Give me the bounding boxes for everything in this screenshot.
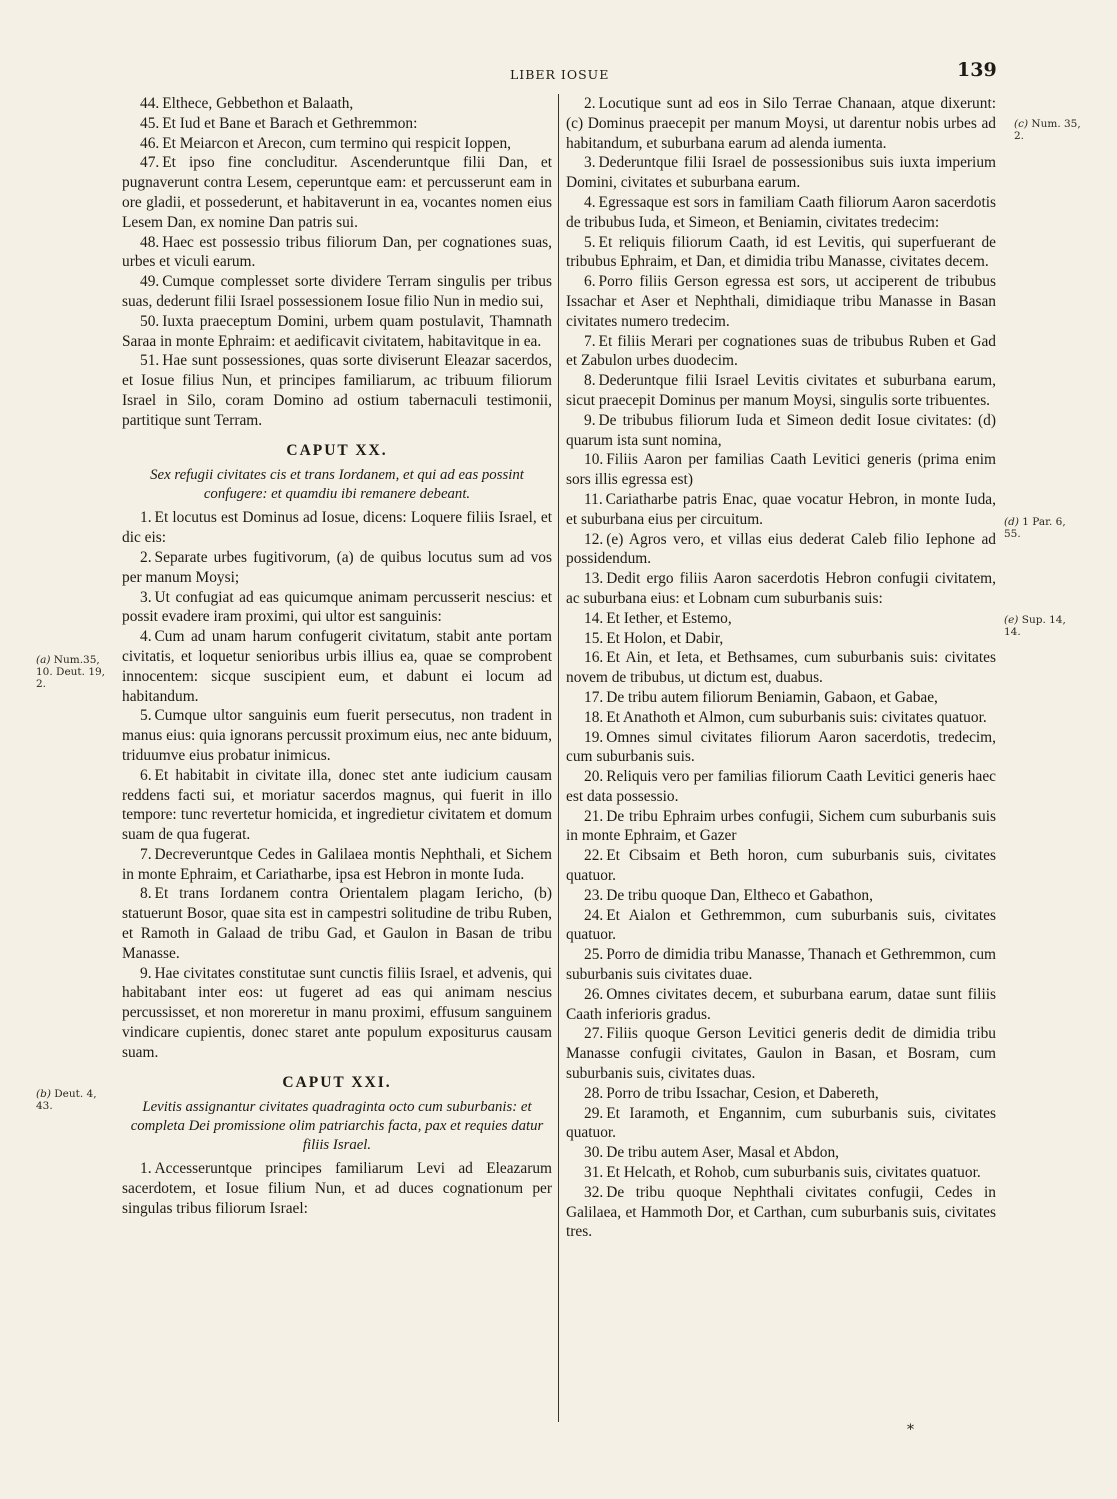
verse-text: Porro de dimidia tribu Manasse, Thanach et Gethremmon, cum suburbanis suis civitates duae. [566, 946, 996, 984]
verse-text: Et Iether, et Estemo, [606, 609, 732, 627]
verse [122, 627, 552, 706]
verse-text: Et trans Iordanem contra Orientalem plagam Iericho, (b) statuerunt Bosor, quae sita est in campestri solitudine de tribu Ruben, et Ramoth in Galaad de tribu Gad, et Gaulon in Basan de tribu Manasse. [122, 885, 552, 962]
verse-text: Et locutus est Dominus ad Iosue, dicens: Loquere filiis Israel, et dic eis: [122, 509, 552, 547]
verse-number: 27. [584, 1025, 604, 1043]
verse-text: Filiis Aaron per familias Caath Levitici generis (prima enim sors illis egressa est) [566, 451, 996, 489]
verse-text: Elthece, Gebbethon et Balaath, [162, 95, 354, 112]
verse [122, 272, 552, 312]
verse-number: 44. [140, 95, 160, 112]
verse-text: De tribu quoque Nephthali civitates confugii, Cedes in Galilaea, et Hammoth Dor, et Carthan, cum suburbanis suis, civitates tres. [566, 1183, 996, 1241]
verse-number: 25. [584, 946, 604, 964]
verse-text: Hae civitates constitutae sunt cunctis filiis Israel, et advenis, qui habitabant inter eos: ut fugeret ad eas qui animam nescius percussisset, et non moreretur in manu proximi, effusum sanguinem vindicare cupientis, donec staret ante populum expositurus causam suam. [122, 964, 552, 1061]
chapter-xxi-heading: CAPUT XXI. [282, 1073, 392, 1091]
verse-text: Cariatharbe patris Enac, quae vocatur Hebron, in monte Iuda, et suburbana eius per circuitum. [566, 490, 996, 528]
verse-text: Et reliquis filiorum Caath, id est Levitis, qui superfuerant de tribubus Ephraim, et Dan, et dimidia tribu Manasse, civitates decem. [566, 233, 996, 271]
verse-text: Et Holon, et Dabir, [606, 629, 724, 647]
margin-note-d: (d) 1 Par. 6, 55. [1004, 516, 1066, 540]
verse [566, 906, 996, 946]
verse [122, 134, 552, 154]
verse-number: 49. [140, 273, 160, 291]
verse [566, 609, 996, 629]
verse-text: Reliquis vero per familias filiorum Caath Levitici generis haec est data possessio. [566, 768, 996, 805]
column-divider [558, 94, 559, 1422]
verse-number: 11. [584, 490, 603, 508]
verse-text: Et habitabit in civitate illa, donec stet ante iudicium causam reddens facti sui, et moriatur sacerdos magnus, qui fuerit in illo tempore: tunc revertetur homicida, et ingredietur civitatem et domum suam de qua fugerat. [122, 766, 552, 844]
margin-note-c: (c) Num. 35, 2. [1014, 118, 1081, 142]
verse-text: Decreveruntque Cedes in Galilaea montis Nephthali, et Sichem in monte Ephraim, et Cariatharbe, ipsa est Hebron in monte Iuda. [122, 845, 552, 883]
verse-text: Dederuntque filii Israel Levitis civitates et suburbana earum, sicut praecepit Dominus per manum Moysi, singulis sorte tribuentes. [566, 372, 996, 409]
verse-text: De tribu autem Aser, Masal et Abdon, [606, 1144, 840, 1162]
verse-number: 8. [140, 885, 152, 903]
chapter-xx-heading: CAPUT XX. [286, 441, 388, 459]
verse-text: Iuxta praeceptum Domini, urbem quam postulavit, Thamnath Saraa in monte Ephraim: et aedificavit civitatem, habitavitque in ea. [122, 312, 552, 350]
verse-text: Egressaque est sors in familiam Caath filiorum Aaron sacerdotis de tribubus Iuda, et Simeon, et Beniamin, civitates tredecim: [566, 193, 996, 231]
verse-number: 31. [584, 1164, 604, 1182]
verse-number: 18. [584, 708, 604, 726]
verse [566, 1143, 996, 1163]
verse [566, 629, 996, 649]
verse-number: 19. [584, 728, 604, 746]
verse [566, 193, 996, 233]
chapter-xx-summary: Sex refugii civitates cis et trans Iordanem, et qui ad eas possint confugere: et quamdiu ibi remanere debeant. [150, 467, 524, 503]
verse [566, 688, 996, 708]
verse [566, 708, 996, 728]
verse-text: De tribu Ephraim urbes confugii, Sichem cum suburbanis suis in monte Ephraim, et Gazer [566, 807, 996, 845]
running-title: LIBER IOSUE [510, 67, 610, 82]
verse [566, 153, 996, 193]
page-number: 139 [957, 59, 997, 81]
verse [566, 490, 996, 530]
verse [566, 1183, 996, 1242]
verses-chapter-xxi-cont [566, 94, 996, 1242]
verse [566, 728, 996, 768]
verse-number: 46. [140, 134, 160, 152]
verse [566, 945, 996, 985]
verse-text: Dederuntque filii Israel de possessionibus suis iuxta imperium Domini, civitates et suburbana earum. [566, 154, 996, 192]
verse [122, 588, 552, 628]
verse-text: Et Ain, et Ieta, et Bethsames, cum suburbanis suis: civitates novem de tribubus, ut dictum est, duabus. [566, 649, 996, 687]
verse-number: 20. [584, 768, 604, 786]
verse-text: De tribubus filiorum Iuda et Simeon dedit Iosue civitates: (d) quarum ista sunt nomina, [566, 411, 996, 449]
verse-text: Separate urbes fugitivorum, (a) de quibus locutus sum ad vos per manum Moysi; [122, 548, 552, 586]
verse-number: 1. [140, 1160, 152, 1178]
verse-number: 9. [584, 411, 596, 429]
verse [566, 371, 996, 411]
verse-number: 15. [584, 629, 604, 647]
verse-text: Et Aialon et Gethremmon, cum suburbanis suis, civitates quatuor. [566, 906, 996, 944]
verse-text: De tribu autem filiorum Beniamin, Gabaon, et Gabae, [606, 688, 938, 706]
verse-text: Omnes civitates decem, et suburbana earum, datae sunt filiis Caath inferioris gradus. [566, 985, 996, 1023]
verse-text: Et Cibsaim et Beth horon, cum suburbanis suis, civitates quatuor. [566, 847, 996, 885]
verse [122, 153, 552, 232]
verse-text: Omnes simul civitates filiorum Aaron sacerdotis, tredecim, cum suburbanis suis. [566, 728, 996, 766]
verse-text: Hae sunt possessiones, quas sorte diviserunt Eleazar sacerdos, et Iosue filius Nun, et principes familiarum, ac tribuum filiorum Israel in Silo, coram Domino ad ostium tabernaculi testimonii, partitique sunt Terram. [122, 352, 552, 429]
verse-number: 14. [584, 609, 604, 627]
verse-text: Et Helcath, et Rohob, cum suburbanis suis, civitates quatuor. [606, 1164, 981, 1182]
verse [566, 1163, 996, 1183]
verses-chapter-xxi-start [122, 1159, 552, 1218]
margin-note-e: (e) Sup. 14, 14. [1004, 614, 1066, 638]
verse-number: 2. [140, 548, 152, 566]
verse [566, 1084, 996, 1104]
verse-number: 23. [584, 886, 604, 904]
verse-number: 30. [584, 1144, 604, 1162]
verse-number: 45. [140, 114, 160, 132]
verse-text: Haec est possessio tribus filiorum Dan, per cognationes suas, urbes et viculi earum. [122, 233, 552, 271]
right-column [566, 94, 996, 1242]
verse-number: 2. [584, 95, 596, 112]
verse-text: Filiis quoque Gerson Levitici generis dedit de dimidia tribu Manasse confugii civitates, Gaulon in Basan, et Bosram, cum suburbanis suis, civitates duas. [566, 1025, 996, 1083]
verse-number: 21. [584, 807, 604, 825]
verse-text: Porro filiis Gerson egressa est sors, ut acciperent de tribubus Issachar et Aser et Nephthali, dimidiaque tribu Manasse in Basan civitates numero tredecim. [566, 273, 996, 330]
verse [122, 1159, 552, 1218]
verse [566, 1104, 996, 1144]
verse-number: 13. [584, 570, 604, 588]
verse-number: 4. [140, 628, 152, 646]
verse-number: 26. [584, 985, 604, 1003]
verses-chapter-xix-end [122, 94, 552, 431]
verse [122, 114, 552, 134]
verse [122, 508, 552, 548]
verse-text: (e) Agros vero, et villas eius dederat Caleb filio Iephone ad possidendum. [566, 530, 996, 568]
verse-text: Et ipso fine concluditur. Ascenderuntque filii Dan, et pugnaverunt contra Lesem, ceperuntque eam: et percusserunt eam in ore gladii, et possederunt, et habitaverunt in ea, vocantes nomen eius Lesem Dan, ex nomine Dan patris sui. [122, 154, 552, 231]
verse-text: Locutique sunt ad eos in Silo Terrae Chanaan, atque dixerunt: (c) Dominus praecepit per manum Moysi, ut darentur nobis urbes ad habitandum, et suburbana earum ad alenda iumenta. [566, 95, 996, 152]
verse-number: 17. [584, 688, 604, 706]
verse-number: 32. [584, 1183, 604, 1201]
verse [122, 351, 552, 430]
verses-chapter-xx [122, 508, 552, 1062]
verse [566, 846, 996, 886]
verse-number: 22. [584, 847, 604, 865]
verse-number: 10. [584, 451, 604, 469]
verse [566, 530, 996, 570]
verse [566, 767, 996, 807]
verse [566, 1024, 996, 1083]
verse-number: 47. [140, 154, 160, 172]
verse [122, 964, 552, 1063]
verse-number: 8. [584, 372, 596, 390]
verse-text: Dedit ergo filiis Aaron sacerdotis Hebron confugii civitatem, ac suburbana eius: et Lobnam cum suburbanis suis: [566, 570, 996, 607]
verse-number: 29. [584, 1104, 604, 1122]
chapter-xxi-summary: Levitis assignantur civitates quadraginta octo cum suburbanis: et completa Dei promissione olim patriarchis facta, pax et requies datur filiis Israel. [130, 1099, 544, 1154]
verse [566, 569, 996, 609]
margin-note-a: (a) Num.35, 10. Deut. 19, 2. [36, 654, 106, 690]
verse-text: Cum ad unam harum confugerit civitatum, stabit ante portam civitatis, et loquetur senioribus urbis illius ea, quae se comprobent innocentem: sicque suscipient eum, et dabunt ei locum ad habitandum. [122, 628, 552, 705]
verse [566, 233, 996, 273]
verse-text: Et Anathoth et Almon, cum suburbanis suis: civitates quatuor. [606, 708, 987, 726]
verse [566, 411, 996, 451]
verse [122, 233, 552, 273]
verse [566, 272, 996, 331]
verse-number: 9. [140, 964, 152, 982]
verse-number: 51. [140, 352, 160, 370]
verse-text: Cumque ultor sanguinis eum fuerit persecutus, non tradent in manus eius: quia ignorans percussit proximum eius, nec ante biduum, triduumve eius probatur inimicus. [122, 707, 552, 764]
verse [566, 94, 996, 153]
verse-number: 3. [140, 588, 152, 606]
verse [122, 884, 552, 963]
verse-number: 6. [584, 273, 596, 291]
verse-text: Cumque complesset sorte dividere Terram singulis per tribus suas, dederunt filii Israel possessionem Iosue filio Nun in medio sui, [122, 273, 552, 310]
verse [122, 766, 552, 845]
verse-number: 7. [140, 845, 152, 863]
verse-text: Et Iud et Bane et Barach et Gethremmon: [162, 114, 418, 132]
verse-number: 3. [584, 154, 596, 172]
verse-number: 4. [584, 193, 596, 211]
verse-number: 50. [140, 312, 160, 330]
verse [122, 706, 552, 765]
verse-text: De tribu quoque Dan, Eltheco et Gabathon, [606, 886, 873, 904]
verse-number: 6. [140, 766, 152, 784]
verse-text: Accesseruntque principes familiarum Levi ad Eleazarum sacerdotem, et Iosue filium Nun, et ad duces cognationum per singulas tribus filiorum Israel: [122, 1160, 552, 1218]
verse [566, 985, 996, 1025]
verse-text: Et Meiarcon et Arecon, cum termino qui respicit Ioppen, [162, 134, 511, 152]
verse [566, 332, 996, 372]
verse-text: Et Iaramoth, et Engannim, cum suburbanis suis, civitates quatuor. [566, 1104, 996, 1142]
verse-number: 48. [140, 233, 160, 251]
verse-number: 12. [584, 530, 604, 548]
verse-number: 5. [584, 233, 596, 251]
verse-number: 24. [584, 906, 604, 924]
verse-number: 7. [584, 332, 596, 350]
verse [566, 886, 996, 906]
verse [122, 548, 552, 588]
verse [122, 845, 552, 885]
verse-text: Ut confugiat ad eas quicumque animam percusserit nescius: et possit evadere iram proximi, qui ultor est sanguinis: [122, 588, 552, 626]
margin-note-b: (b) Deut. 4, 43. [36, 1088, 97, 1112]
footer-asterisk: * [907, 1422, 914, 1438]
verse [566, 450, 996, 490]
verse-number: 28. [584, 1084, 604, 1102]
verse-number: 5. [140, 707, 152, 725]
verse [566, 807, 996, 847]
verse-number: 1. [140, 509, 152, 527]
verse-text: Et filiis Merari per cognationes suas de tribubus Ruben et Gad et Zabulon urbes duodecim. [566, 332, 996, 370]
verse [566, 648, 996, 688]
verse-number: 16. [584, 649, 604, 667]
verse-text: Porro de tribu Issachar, Cesion, et Dabereth, [606, 1084, 879, 1102]
verse [122, 94, 552, 114]
verse [122, 312, 552, 352]
left-column [122, 94, 552, 1219]
